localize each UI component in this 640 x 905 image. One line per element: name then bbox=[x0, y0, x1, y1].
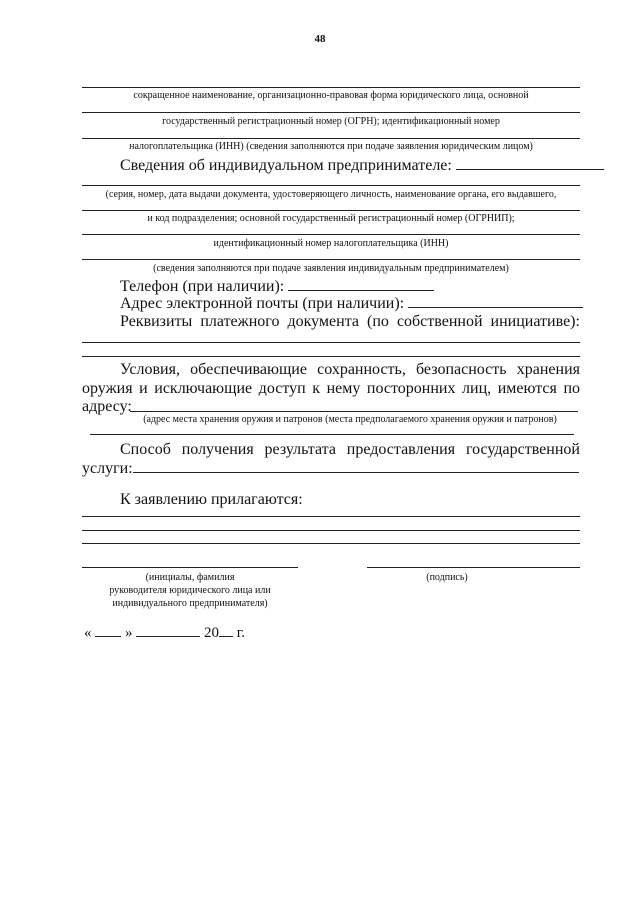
legal-entity-caption-1: сокращенное наименование, организационно-правовая форма юридического лица, основной bbox=[133, 90, 529, 101]
payment-word: документа bbox=[287, 313, 360, 330]
storage-word: имеются bbox=[497, 380, 557, 397]
storage-word: по bbox=[563, 380, 580, 397]
attachments-line-1[interactable] bbox=[82, 516, 580, 517]
individual-heading-text: Сведения об индивидуальном предпринимателе: bbox=[120, 157, 452, 174]
method-word: Способ bbox=[120, 441, 171, 458]
name-caption-line-1: (инициалы, фамилия bbox=[145, 572, 235, 583]
storage-word: и bbox=[139, 380, 148, 397]
date-line bbox=[84, 624, 245, 642]
storage-word: нему bbox=[326, 380, 361, 397]
storage-address-field[interactable] bbox=[130, 411, 578, 412]
name-signature-line[interactable] bbox=[82, 567, 298, 568]
individual-line-3[interactable] bbox=[82, 234, 580, 235]
method-word: предоставления bbox=[346, 441, 456, 458]
legal-entity-caption-2: государственный регистрационный номер (ОГРН); идентификационный номер bbox=[162, 116, 500, 127]
individual-line-2[interactable] bbox=[82, 210, 580, 211]
legal-entity-line-3[interactable] bbox=[82, 138, 580, 139]
method-word: государственной bbox=[465, 441, 580, 458]
legal-entity-caption-3: налогоплательщика (ИНН) (сведения заполняются при подаче заявления юридическим лицом) bbox=[129, 141, 533, 152]
method-field[interactable] bbox=[133, 472, 579, 473]
storage-word: к bbox=[312, 380, 320, 397]
storage-word: Условия, bbox=[120, 361, 180, 378]
storage-word: исключающие bbox=[154, 380, 253, 397]
individual-caption-4: (сведения заполняются при подаче заявления индивидуальным предпринимателем) bbox=[153, 263, 509, 274]
name-caption-line-2: руководителя юридического лица или bbox=[109, 585, 271, 596]
storage-address-label: адресу: bbox=[82, 398, 132, 415]
payment-word: платежного bbox=[200, 313, 280, 330]
phone-field[interactable] bbox=[288, 276, 434, 291]
individual-heading bbox=[120, 155, 604, 175]
payment-word: собственной bbox=[396, 313, 483, 330]
storage-word: лиц, bbox=[462, 380, 492, 397]
storage-address-line-2[interactable] bbox=[90, 434, 574, 435]
attachments-line-2[interactable] bbox=[82, 530, 580, 531]
individual-caption-3: идентификационный номер налогоплательщика (ИНН) bbox=[213, 238, 449, 249]
individual-caption-1: (серия, номер, дата выдачи документа, удостоверяющего личность, наименование органа, его выдавшего, bbox=[105, 189, 557, 200]
date-year-field[interactable] bbox=[219, 624, 233, 637]
method-label: услуги: bbox=[82, 460, 133, 477]
storage-line-2 bbox=[82, 379, 580, 398]
page-number: 48 bbox=[314, 33, 326, 45]
payment-word: (по bbox=[367, 313, 389, 330]
method-line-1 bbox=[120, 440, 580, 459]
method-word: получения bbox=[181, 441, 254, 458]
storage-word: хранения bbox=[516, 361, 580, 378]
date-month-field[interactable] bbox=[136, 624, 200, 637]
date-open-quote: « bbox=[84, 625, 92, 641]
method-word: результата bbox=[264, 441, 336, 458]
name-caption bbox=[82, 571, 298, 610]
legal-entity-line-1[interactable] bbox=[82, 87, 580, 88]
storage-word: оружия bbox=[82, 380, 133, 397]
payment-word: инициативе): bbox=[490, 313, 580, 330]
phone-label: Телефон (при наличии): bbox=[120, 278, 285, 295]
payment-word: Реквизиты bbox=[120, 313, 193, 330]
individual-heading-field[interactable] bbox=[456, 155, 604, 170]
storage-word: посторонних bbox=[366, 380, 456, 397]
storage-word: доступ bbox=[258, 380, 306, 397]
date-close-quote: » bbox=[125, 625, 133, 641]
legal-entity-line-2[interactable] bbox=[82, 112, 580, 113]
name-caption-line-3: индивидуального предпринимателя) bbox=[112, 598, 268, 609]
payment-heading bbox=[120, 312, 580, 331]
signature-caption: (подпись) bbox=[426, 572, 468, 583]
individual-line-1[interactable] bbox=[82, 185, 580, 186]
signature-line[interactable] bbox=[367, 567, 580, 568]
date-year-suffix: г. bbox=[236, 625, 245, 641]
storage-word: обеспечивающие bbox=[190, 361, 307, 378]
date-year-prefix: 20 bbox=[204, 625, 219, 641]
email-field[interactable] bbox=[408, 293, 583, 308]
attachments-line-3[interactable] bbox=[82, 543, 580, 544]
payment-line-2[interactable] bbox=[82, 356, 580, 357]
attachments-heading: К заявлению прилагаются: bbox=[120, 491, 303, 508]
storage-caption: (адрес места хранения оружия и патронов (места предполагаемого хранения оружия и патронов) bbox=[143, 414, 557, 425]
storage-word: сохранность, bbox=[317, 361, 406, 378]
storage-word: безопасность bbox=[416, 361, 507, 378]
individual-line-4[interactable] bbox=[82, 259, 580, 260]
storage-line-1 bbox=[120, 360, 580, 379]
payment-line-1[interactable] bbox=[82, 342, 580, 343]
email-label: Адрес электронной почты (при наличии): bbox=[120, 295, 405, 312]
email-row bbox=[120, 293, 583, 313]
individual-caption-2: и код подразделения; основной государственный регистрационный номер (ОГРНИП); bbox=[147, 213, 515, 224]
date-day-field[interactable] bbox=[95, 624, 121, 637]
